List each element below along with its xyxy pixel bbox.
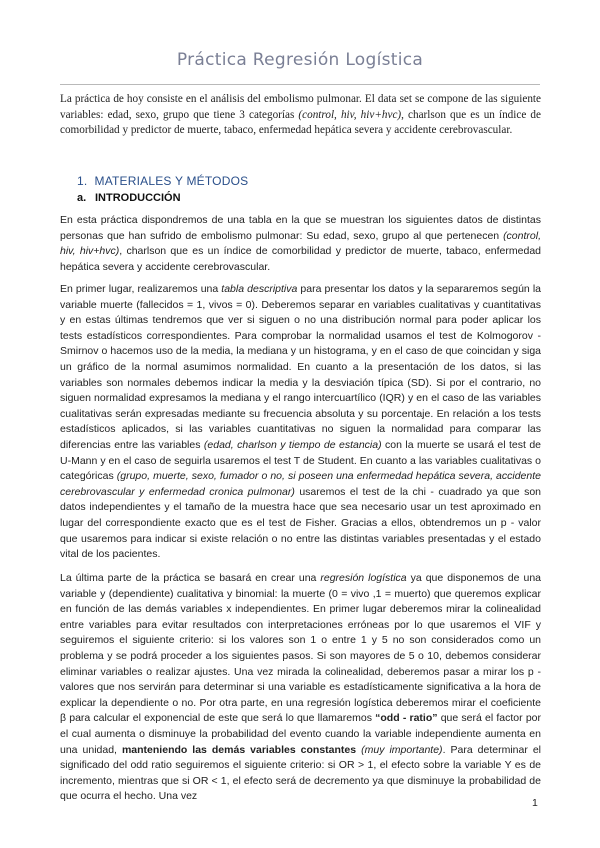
intro-text: La práctica de hoy consiste en el análisis del embolismo pulmonar. El data set se compone de las siguiente variables: edad, sexo, grupo que tiene 3 categorías [60, 93, 541, 121]
text-run: para presentar los datos y la separaremos según la variable muerte (fallecidos = 1, vivos = 0). Deberemos separar en variables cualitativas y cuantitativas y en estas últimas tendremos que ver si siguen o no una distribución normal para poder aplicar los tests estadísticos correspondientes. Para comprobar la normalidad usamos el test de Kolmogorov - Smirnov o hacemos uso de la media, la mediana y un histograma, y en el caso de que coincidan y siga un gráfico de la normal asumimos normalidad. En cuanto a la presentación de los datos, si las variables son normales debemos indicar la media y la desviación típica (SD). Si por el contrario, no siguen normalidad expresamos la mediana y el rango intercuartílico (IQR) y en el caso de las variables cualitativas serán expresadas mediante su frecuencia absoluta y su porcentaje. En relación a los tests estadísticos aplicados, si las variables cuantitativas no siguen la normalidad para comparar las diferencias entre las variables [60, 283, 542, 451]
italic-run: (edad, charlson y tiempo de estancia) [203, 438, 382, 451]
section-title: MATERIALES Y MÉTODOS [94, 174, 249, 188]
intro-text: , charlson que es un índice de comorbilidad y predictor de muerte, tabaco, enfermedad hepática severa y accidente cerebrovascular. [60, 108, 541, 137]
text-run: . Para determinar el significado del odd ratio seguiremos el siguiente criterio: si OR > 1, el efecto sobre la variable Y es de incremento, mientras que si OR < 1, el efecto será de decremento ya que disminuye la probabilidad de que ocurra el hecho. Una vez [60, 743, 542, 803]
italic-run: tabla descriptiva [221, 283, 298, 295]
page-number: 1 [532, 797, 538, 809]
text-run: En esta práctica dispondremos de una tabla en la que se muestran los siguientes datos de distintas personas que han sufrido de embolismo pulmonar: Su edad, sexo, grupo al que pertenecen [60, 214, 541, 242]
document-title: Práctica Regresión Logística [176, 50, 424, 70]
section-number: 1. [77, 174, 88, 188]
text-run: En primer lugar, realizaremos una [60, 283, 222, 295]
section-heading [77, 174, 248, 188]
subsection-heading [77, 192, 181, 204]
italic-run: (control, hiv, hiv+hvc) [60, 229, 541, 258]
text-run: usaremos el test de la chi - cuadrado ya que son datos independientes y el tamaño de la muestra hace que sea necesario usar un test aproximado en lugar del correspondiente exacto que es el test de Fisher. Gracias a ellos, obtendremos un p - valor que usaremos para indicar si existe relación o no entre las distintas variables presentadas y el estado vital de los pacientes. [60, 485, 541, 561]
body-paragraph [60, 213, 541, 275]
italic-run: (muy importante) [361, 743, 443, 756]
title-divider [60, 84, 540, 85]
subsection-label: a. [77, 192, 87, 204]
body-paragraph [60, 282, 541, 563]
body-paragraph [60, 571, 541, 805]
text-run: que será el factor por el cual aumenta o disminuye la probabilidad del evento cuando la variable independiente aumenta en una unidad, [60, 712, 542, 756]
text-run: La última parte de la práctica se basará en crear una [60, 572, 321, 584]
bold-run: manteniendo las demás variables constantes [121, 743, 357, 756]
intro-italic-groups: (control, hiv, hiv+hvc) [298, 108, 402, 121]
text-run: , charlson que es un índice de comorbilidad y predictor de muerte, tabaco, enfermedad hepática severa y accidente cerebrovascular. [60, 245, 541, 273]
text-run: con la muerte se usará el test de U-Mann y en el caso de seguirla usaremos el test T de Student. En cuanto a las variables cualitativas o categóricas [60, 438, 542, 483]
bold-run: “odd - ratio” [375, 712, 438, 725]
text-run: ya que disponemos de una variable y (dependiente) cualitativa y binomial: la muerte (0 = vivo ,1 = muerto) que queremos explicar en función de las demás variables x independientes. En primer lugar deberemos mirar la colinealidad entre variables para evitar resultados con interpretaciones erróneas por lo que usaremos el VIF y seguiremos el siguiente criterio: si los valores son 1 o entre 1 y 5 no son considerados como un problema y se podrá proceder a los siguientes pasos. Si son mayores de 5 o 10, debemos considerar eliminar variables o realizar ajustes. Una vez mirada la colinealidad, deberemos pasar a mirar los p - valores que nos servirán para determinar si una variable es estadísticamente significativa a la hora de explicar la dependiente o no. Por otra parte, en una regresión logística deberemos mirar el coeficiente β para calcular el exponencial de este que será lo que llamaremos [60, 572, 541, 725]
italic-run: (grupo, muerte, sexo, fumador o no, si poseen una enfermedad hepática severa, accidente cerebrovascular y enfermedad cronica pulmonar) [60, 470, 541, 498]
subsection-title: INTRODUCCIÓN [95, 192, 181, 204]
intro-paragraph [60, 92, 541, 139]
italic-run: regresión logística [320, 572, 407, 584]
